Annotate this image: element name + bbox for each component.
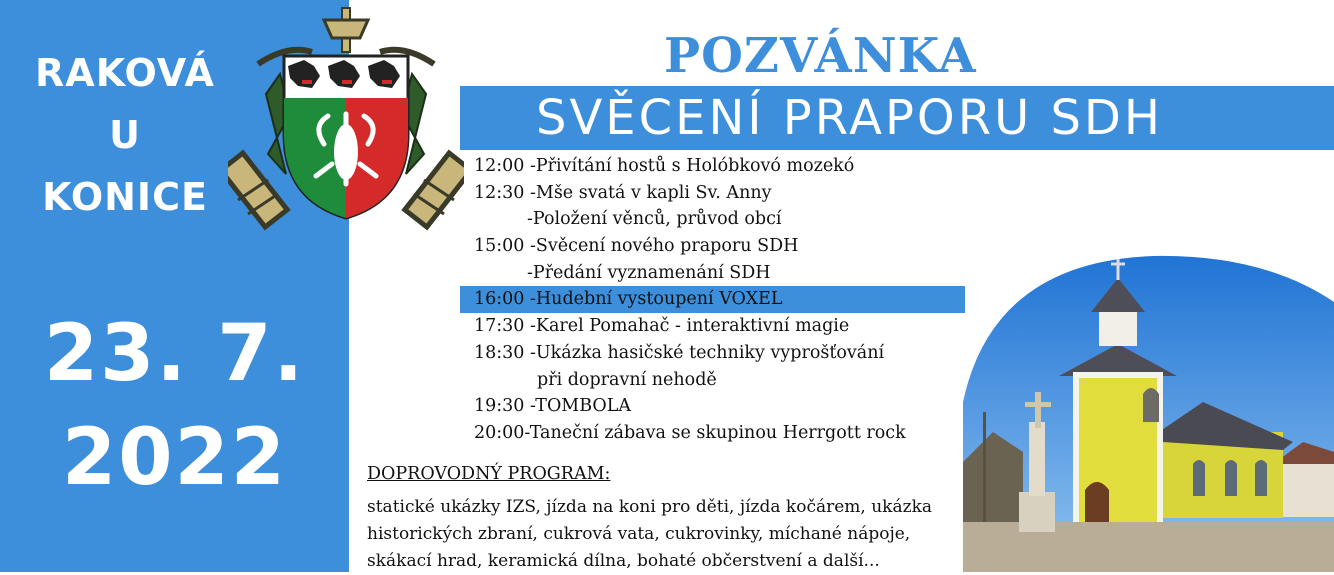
schedule-item: 15:00 -Svěcení nového praporu SDH	[474, 236, 799, 257]
schedule-item: -Položení věnců, průvod obcí	[527, 209, 782, 230]
date-year: 2022	[61, 413, 288, 503]
town-name	[0, 42, 250, 228]
coat-of-arms-icon	[228, 4, 464, 232]
town-line-2: U	[109, 113, 141, 157]
schedule-item: 19:30 -TOMBOLA	[474, 396, 632, 417]
extra-program-heading: DOPROVODNÝ PROGRAM:	[367, 464, 611, 484]
town-line-1: RAKOVÁ	[35, 51, 215, 95]
event-date	[0, 302, 349, 510]
extra-line: skákací hrad, keramická dílna, bohaté občerstvení a další...	[367, 551, 880, 571]
banner-title: SVĚCENÍ PRAPORU SDH	[536, 90, 1163, 146]
schedule-item: 18:30 -Ukázka hasičské techniky vyprošťování	[474, 342, 885, 363]
headline-title: POZVÁNKA	[664, 28, 977, 84]
schedule-item: při dopravní nehodě	[537, 369, 717, 390]
extra-program-text	[367, 494, 967, 575]
schedule-item: 12:00 -Přivítání hostů s Holóbkovó mozekó	[474, 156, 855, 176]
schedule-item: 17:30 -Karel Pomahač - interaktivní magie	[474, 316, 850, 337]
extra-line: statické ukázky IZS, jízda na koni pro děti, jízda kočárem, ukázka	[367, 497, 933, 517]
schedule-item: 12:30 -Mše svatá v kapli Sv. Anny	[474, 182, 772, 203]
town-line-3: KONICE	[42, 175, 208, 219]
chapel-photo	[963, 252, 1334, 572]
extra-line: historických zbraní, cukrová vata, cukrovinky, míchané nápoje,	[367, 524, 911, 544]
schedule-item: 20:00-Taneční zábava se skupinou Herrgott rock	[474, 422, 906, 443]
date-day-month: 23. 7.	[43, 309, 306, 399]
schedule-list	[474, 153, 974, 447]
schedule-item-highlighted: 16:00 -Hudební vystoupení VOXEL	[460, 286, 965, 313]
schedule-item: -Předání vyznamenání SDH	[527, 262, 771, 283]
